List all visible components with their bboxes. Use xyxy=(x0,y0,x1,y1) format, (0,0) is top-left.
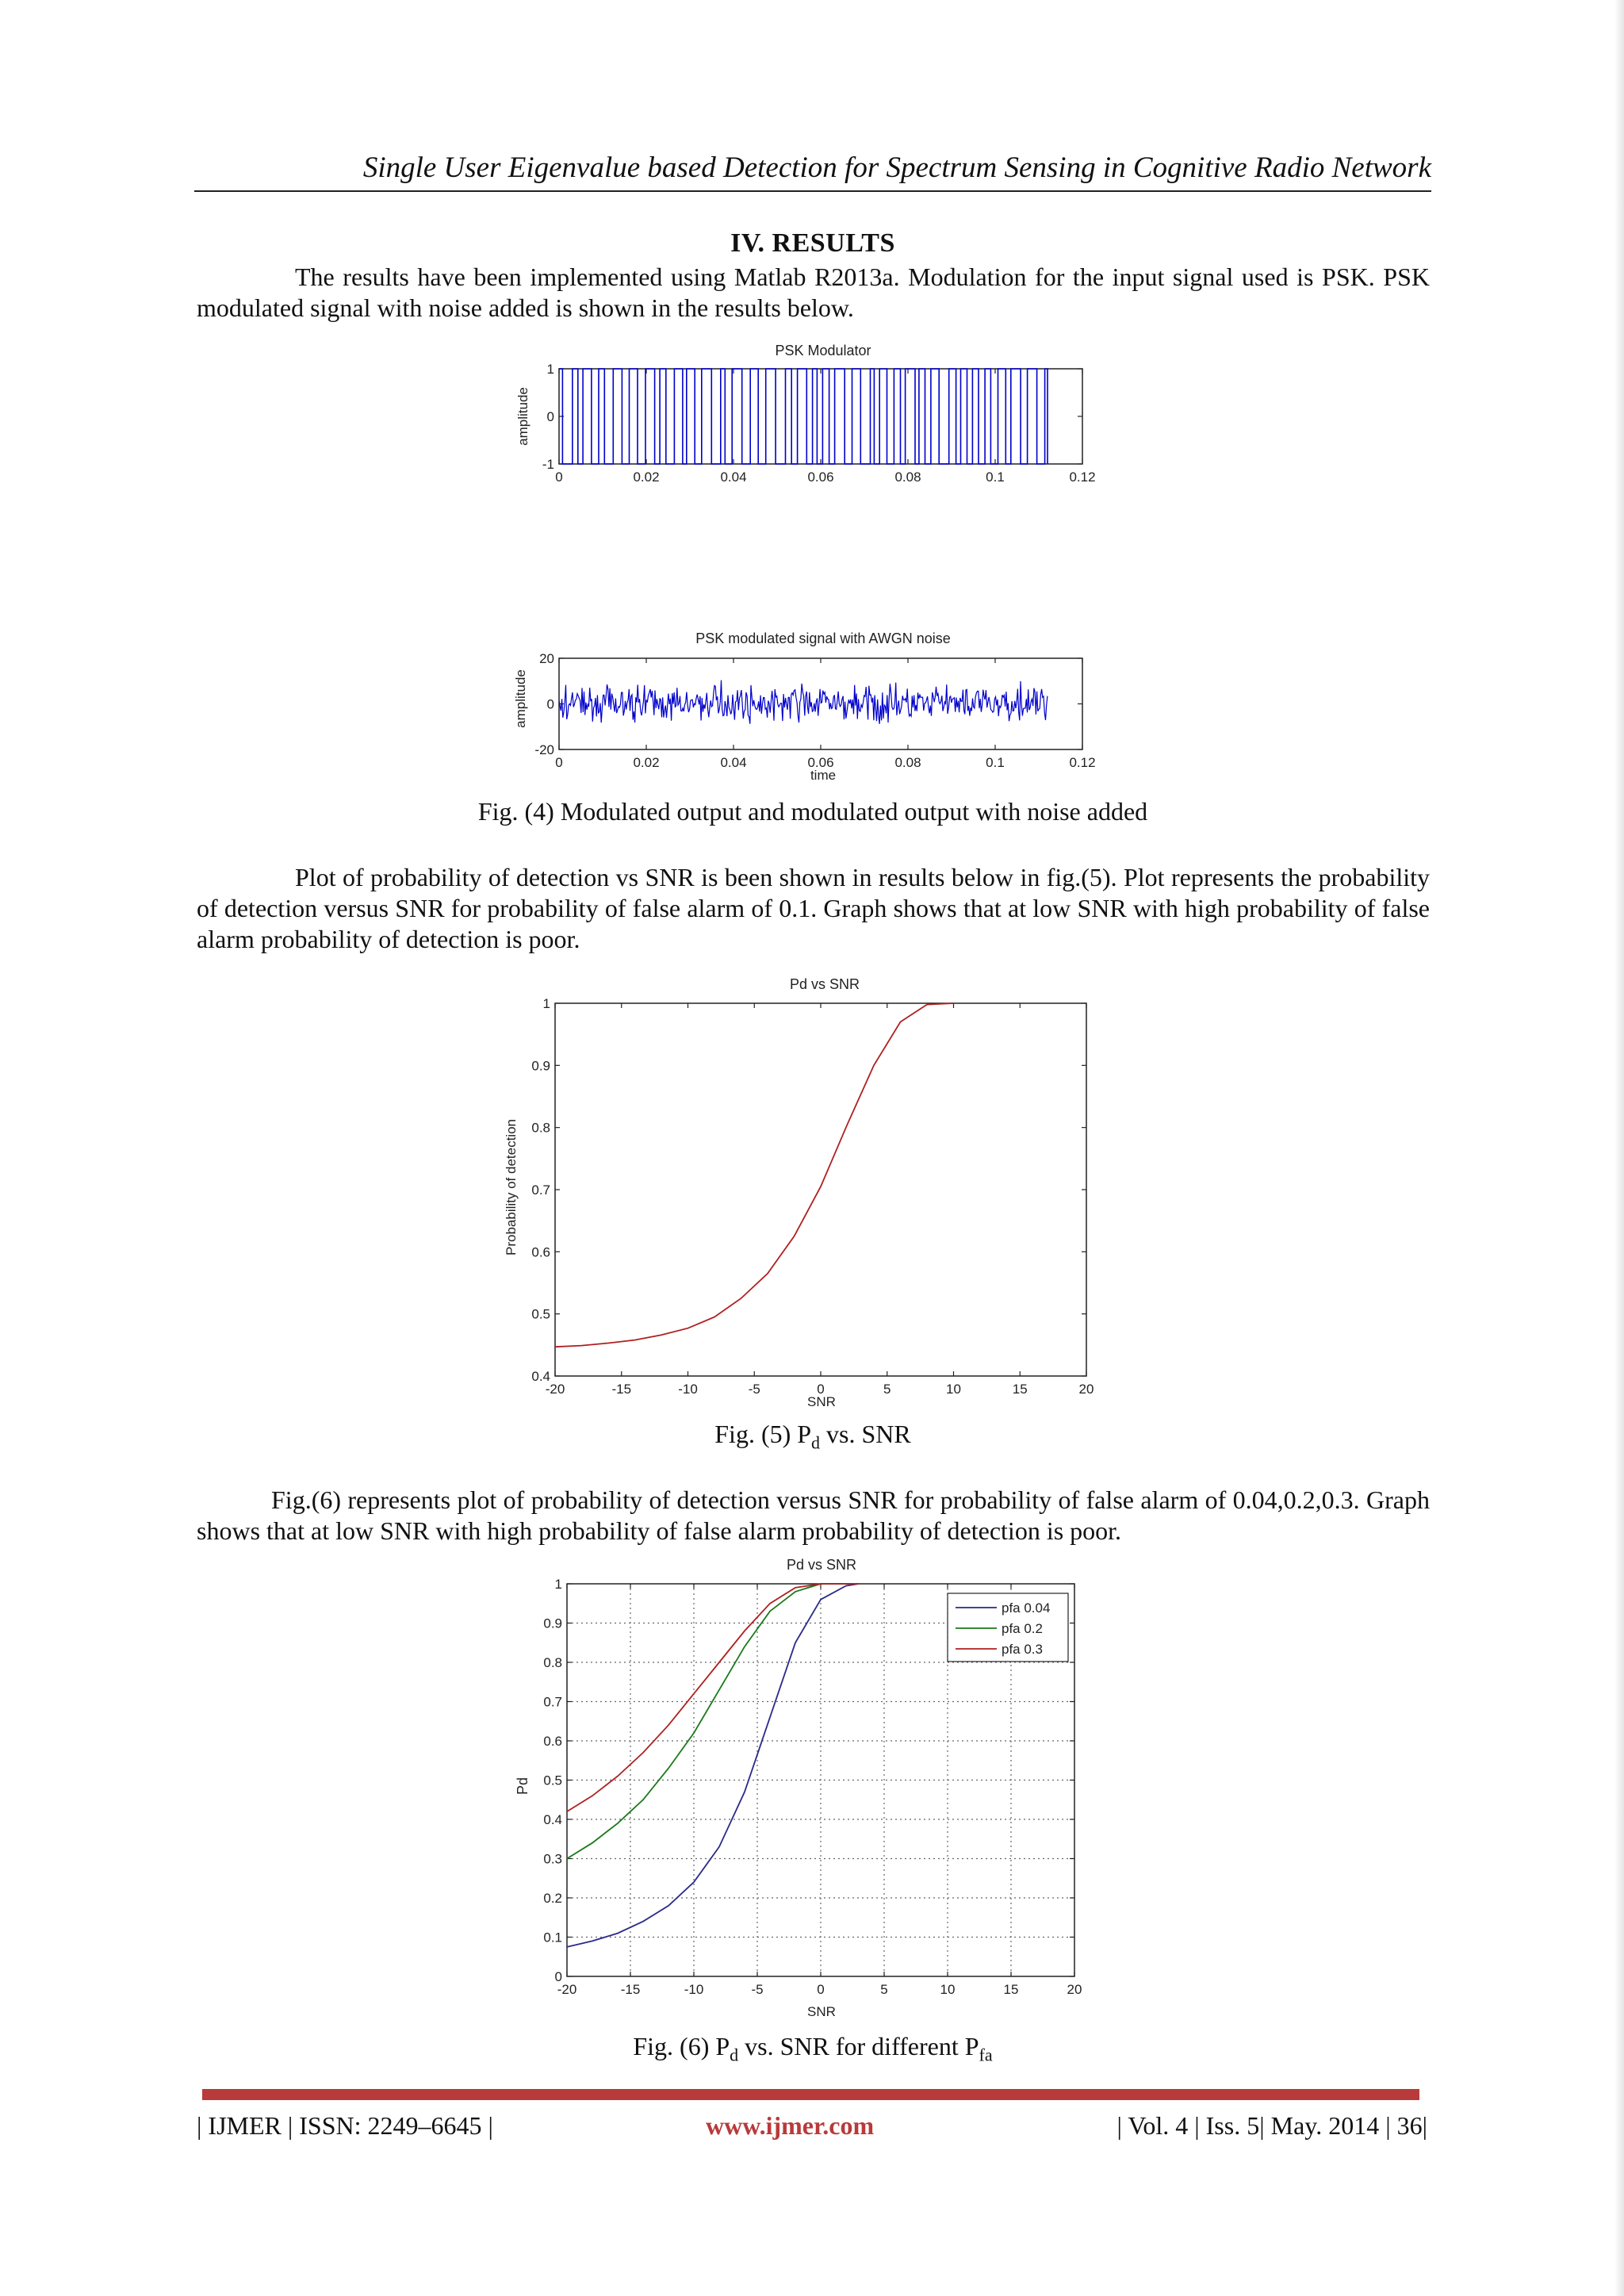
x-axis-label: time xyxy=(810,768,837,783)
y-tick-label: 0.9 xyxy=(543,1616,562,1631)
plot-area xyxy=(542,362,1096,485)
x-tick-label: 0.06 xyxy=(807,755,834,770)
series-line-pd xyxy=(555,1003,954,1347)
chart-psk-awgn xyxy=(492,623,1110,789)
y-tick-label: 0.8 xyxy=(531,1120,550,1136)
scan-edge-shadow xyxy=(1614,0,1624,2296)
x-tick-label: 0.04 xyxy=(720,470,747,485)
chart-title: PSK modulated signal with AWGN noise xyxy=(695,631,951,646)
y-tick-label: 0.5 xyxy=(543,1773,562,1788)
x-tick-label: -10 xyxy=(684,1982,704,1997)
caption-fig6-subscript-d: d xyxy=(730,2045,739,2065)
x-tick-label: 0.1 xyxy=(986,470,1005,485)
legend-label: pfa 0.2 xyxy=(1002,1621,1043,1636)
plot-frame xyxy=(559,658,1082,749)
x-tick-label: 0 xyxy=(817,1982,825,1997)
y-tick-label: 1 xyxy=(554,1576,562,1592)
caption-fig6-subscript-fa: fa xyxy=(979,2045,993,2065)
x-tick-label: -10 xyxy=(678,1382,698,1397)
y-tick-label: 0 xyxy=(546,696,554,712)
caption-fig6-middle: vs. SNR for different P xyxy=(738,2032,979,2060)
header-rule xyxy=(194,190,1431,192)
x-tick-label: 0.12 xyxy=(1069,470,1096,485)
plot-area xyxy=(531,996,1094,1397)
y-tick-label: 0.7 xyxy=(531,1182,550,1198)
chart-pd-vs-snr xyxy=(492,972,1110,1416)
chart-psk-modulator xyxy=(492,337,1110,488)
x-tick-label: 0.04 xyxy=(720,755,747,770)
series-line-pfa-0-3 xyxy=(567,1584,859,1811)
x-tick-label: 0.08 xyxy=(894,755,921,770)
plot-area xyxy=(534,651,1095,770)
caption-fig4: Fig. (4) Modulated output and modulated output with noise added xyxy=(477,797,1148,826)
series-line-pfa-0-2 xyxy=(567,1584,859,1859)
footer-journal-info: | IJMER | ISSN: 2249–6645 | xyxy=(197,2111,493,2140)
x-tick-label: 0 xyxy=(555,755,563,770)
x-tick-label: -5 xyxy=(748,1382,760,1397)
legend-label: pfa 0.04 xyxy=(1002,1600,1051,1616)
y-tick-label: -1 xyxy=(542,456,554,472)
x-axis-label: SNR xyxy=(807,2004,836,2019)
x-tick-label: -20 xyxy=(545,1382,565,1397)
y-tick-label: 0.4 xyxy=(543,1811,562,1827)
y-axis-label: amplitude xyxy=(515,387,530,446)
caption-fig6 xyxy=(194,2032,1431,2065)
caption-fig6-prefix: Fig. (6) P xyxy=(633,2032,730,2060)
paragraph-fig5-description: Plot of probability of detection vs SNR is been shown in results below in fig.(5). Plot represents the probability of detection versus SNR for probability of false alarm of 0.1. Graph shows that at low SNR with high probability of false alarm probability of detection is poor. xyxy=(197,863,1430,953)
caption-fig5 xyxy=(194,1420,1431,1453)
y-tick-label: 0.3 xyxy=(543,1851,562,1867)
signal-trace xyxy=(559,369,1048,464)
caption-fig5-suffix: vs. SNR xyxy=(820,1420,911,1448)
y-tick-label: 20 xyxy=(539,650,554,666)
y-tick-label: 0 xyxy=(554,1968,562,1984)
y-tick-label: 0.1 xyxy=(543,1930,562,1945)
x-tick-label: 0.02 xyxy=(633,470,660,485)
paragraph-fig6-description: Fig.(6) represents plot of probability of detection versus SNR for probability of false alarm of 0.04,0.2,0.3. Graph shows that at low SNR with high probability of false alarm probability of detection is poor. xyxy=(197,1485,1430,1545)
y-tick-label: 0.4 xyxy=(531,1368,550,1384)
x-tick-label: -5 xyxy=(751,1982,764,1997)
y-tick-label: 0.5 xyxy=(531,1306,550,1322)
x-tick-label: 20 xyxy=(1067,1982,1082,1997)
plot-area xyxy=(543,1577,1082,1997)
y-tick-label: -20 xyxy=(534,742,554,757)
y-tick-label: 0.7 xyxy=(543,1694,562,1710)
x-tick-label: 0.02 xyxy=(633,755,660,770)
y-tick-label: 1 xyxy=(542,995,550,1011)
y-tick-label: 1 xyxy=(546,361,554,377)
caption-fig5-prefix: Fig. (5) P xyxy=(714,1420,812,1448)
y-axis-label: amplitude xyxy=(513,669,528,728)
plot-frame xyxy=(555,1003,1086,1376)
x-tick-label: 5 xyxy=(883,1382,891,1397)
chart-title: Pd vs SNR xyxy=(789,976,860,992)
caption-fig5-subscript: d xyxy=(811,1432,821,1453)
chart-pd-vs-snr-pfa xyxy=(492,1552,1110,2028)
x-tick-label: 0.12 xyxy=(1069,755,1096,770)
footer-volume-info: | Vol. 4 | Iss. 5| May. 2014 | 36| xyxy=(1116,2111,1427,2140)
y-tick-label: 0 xyxy=(546,408,554,424)
chart-title: PSK Modulator xyxy=(775,343,871,358)
y-tick-label: 0.6 xyxy=(531,1244,550,1260)
x-tick-label: -20 xyxy=(557,1982,577,1997)
section-heading: IV. RESULTS xyxy=(730,228,895,258)
legend-label: pfa 0.3 xyxy=(1002,1642,1043,1657)
footer-rule xyxy=(202,2089,1419,2100)
chart-title: Pd vs SNR xyxy=(786,1557,857,1573)
running-header: Single User Eigenvalue based Detection for Spectrum Sensing in Cognitive Radio Network xyxy=(362,151,1431,184)
x-tick-label: 10 xyxy=(946,1382,961,1397)
x-tick-label: 0 xyxy=(817,1382,825,1397)
footer-website-link[interactable]: www.ijmer.com xyxy=(706,2111,875,2140)
y-axis-label: Pd xyxy=(515,1777,530,1796)
paragraph-results-intro: The results have been implemented using Matlab R2013a. Modulation for the input signal used is PSK. PSK modulated signal with noise added is shown in the results below. xyxy=(197,263,1430,322)
x-tick-label: -15 xyxy=(611,1382,632,1397)
x-tick-label: 15 xyxy=(1012,1382,1028,1397)
x-tick-label: 0.08 xyxy=(894,470,921,485)
x-tick-label: 0.1 xyxy=(986,755,1005,770)
x-tick-label: 10 xyxy=(940,1982,956,1997)
x-tick-label: 20 xyxy=(1078,1382,1094,1397)
y-tick-label: 0.8 xyxy=(543,1654,562,1670)
x-tick-label: -15 xyxy=(620,1982,641,1997)
x-tick-label: 15 xyxy=(1003,1982,1019,1997)
x-tick-label: 0 xyxy=(555,470,563,485)
series-line-pfa-0-04 xyxy=(567,1584,859,1947)
x-tick-label: 0.06 xyxy=(807,470,834,485)
signal-trace xyxy=(559,680,1048,724)
x-axis-label: SNR xyxy=(807,1394,836,1409)
y-tick-label: 0.6 xyxy=(543,1733,562,1749)
y-axis-label: Probability of detection xyxy=(504,1119,519,1255)
x-tick-label: 5 xyxy=(880,1982,888,1997)
y-tick-label: 0.2 xyxy=(543,1890,562,1906)
y-tick-label: 0.9 xyxy=(531,1058,550,1074)
